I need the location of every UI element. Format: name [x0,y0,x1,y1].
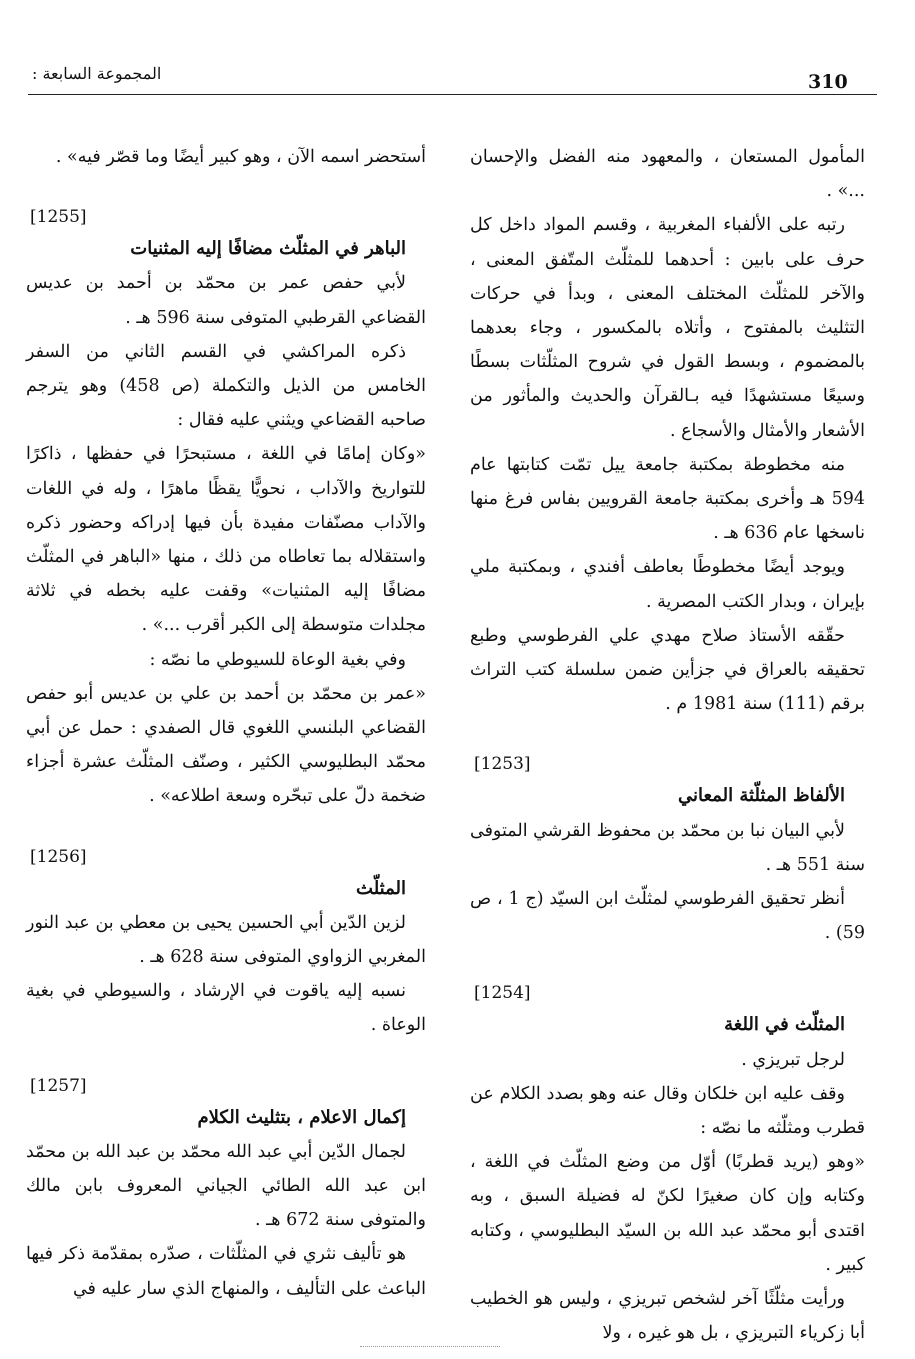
paragraph: أنظر تحقيق الفرطوسي لمثلّث ابن السيّد (ج 1 ، ص 59) . [470,889,865,944]
paragraph: ويوجد أيضًا مخطوطًا بعاطف أفندي ، وبمكتبة ملي بإيران ، وبدار الكتب المصرية . [470,557,865,612]
entry-title: الألفاظ المثلّثة المعاني [678,785,845,807]
page-number: 310 [808,71,848,93]
paragraph: لزين الدّين أبي الحسين يحيى بن معطي بن عبد النور المغربي الزواوي المتوفى سنة 628 هـ . [26,912,426,968]
entry-title: إكمال الاعلام ، بتثليث الكلام [197,1106,406,1128]
paragraph: لأبي البيان نبا بن محمّد بن محفوظ القرشي المتوفى سنة 551 هـ . [469,820,865,875]
running-head: المجموعة السابعة : [32,64,162,83]
paragraph: حقّقه الأستاذ صلاح مهدي علي الفرطوسي وطبع تحقيقه بالعراق في جزأين ضمن سلسلة كتب التراث برقم (111) سنة 1981 م . [470,625,865,715]
paragraph: وفي بغية الوعاة للسيوطي ما نصّه : [149,649,406,670]
paragraph: منه مخطوطة بمكتبة جامعة ييل تمّت كتابتها عام 594 هـ وأخرى بمكتبة جامعة القرويين بفاس فرغ منها ناسخها عام 636 هـ . [470,454,865,544]
entry-number: [1253] [474,754,531,775]
entry-number: [1254] [474,983,531,1004]
paragraph: ذكره المراكشي في القسم الثاني من السفر الخامس من الذيل والتكملة (ص 458) وهو يترجم صاحبه القضاعي ويثني عليه فقال : [26,341,427,431]
entry-title: الباهر في المثلّث مضافًا إليه المثنيات [130,238,406,260]
entry-number: [1257] [30,1075,87,1096]
paragraph: «وهو (يريد قطربًا) أوّل من وضع المثلّث في اللغة ، وكتابه وإن كان صغيرًا لكنّ له فضيلة السبق ، وبه اقتدى أبو محمّد عبد الله بن السيّد البطليوسي ، وكتابه كبير . [470,1152,865,1275]
paragraph: رتبه على الألفباء المغربية ، وقسم المواد داخل كل حرف على بابين : أحدهما للمثلّث المتّفق المعنى ، والآخر للمثلّث المختلف المعنى ، وبدأ في حركات التثليث بالمفتوح ، وأتلاه بالمكسور ، وجاء بعدهما بالمضموم ، وبسط القول في شروح المثلّثات بسطًا وسيعًا مستشهدًا فيه بـالقرآن والحديث والمأثور من الأشعار والأمثال والأسجاع . [470,215,865,441]
paragraph: هو تأليف نثري في المثلّثات ، صدّره بمقدّمة ذكر فيها الباعث على التأليف ، والمنهاج الذي سار عليه في [26,1244,426,1299]
entry-number: [1255] [30,207,87,228]
entry-number: [1256] [30,846,87,867]
paragraph: وقف عليه ابن خلكان وقال عنه وهو بصدد الكلام عن قطرب ومثلّثه ما نصّه : [470,1083,865,1139]
right-column [470,140,865,1351]
left-column [26,140,426,1306]
paragraph: «عمر بن محمّد بن أحمد بن علي بن عديس أبو حفص القضاعي البلنسي اللغوي قال الصفدي : حمل عن أبي محمّد البطليوسي الكثير ، وصنّف المثلّث عشرة أجزاء ضخمة دلّ على تبحّره وسعة اطلاعه» . [26,683,426,807]
paragraph: لأبي حفص عمر بن محمّد بن أحمد بن عديس القضاعي القرطبي المتوفى سنة 596 هـ . [26,273,426,328]
paragraph: ورأيت مثلّثًا آخر لشخص تبريزي ، وليس هو الخطيب أبا زكرياء التبريزي ، بل هو غيره ، ولا [470,1289,865,1344]
entry-title: المثلّث [356,877,406,899]
paragraph: أستحضر اسمه الآن ، وهو كبير أيضًا وما قصّر فيه» . [55,147,426,167]
footer-mark [360,1346,500,1351]
paragraph: المأمول المستعان ، والمعهود منه الفضل والإحسان ...» . [470,147,865,202]
paragraph: لرجل تبريزي . [741,1049,845,1070]
paragraph: لجمال الدّين أبي عبد الله محمّد بن عبد الله بن محمّد ابن عبد الله الطائي الجياني المعروف بابن مالك والمتوفى سنة 672 هـ . [26,1141,426,1231]
entry-title: المثلّث في اللغة [724,1014,845,1036]
paragraph: نسبه إليه ياقوت في الإرشاد ، والسيوطي في بغية الوعاة . [26,981,426,1036]
paragraph: «وكان إمامًا في اللغة ، مستبحرًا في حفظها ، ذاكرًا للتواريخ والآداب ، نحويًّا يقظًا ماهرًا ، وله في اللغات والآداب مصنّفات مفيدة بأن فيها إدراكه وحضور ذكره واستقلاله بما تعاطاه من ذلك ، منها «الباهر في المثلّث مضافًا إليه المثنيات» وقفت عليه بخطه في ثلاثة مجلدات متوسطة إلى الكبر أقرب ...» . [26,444,426,636]
